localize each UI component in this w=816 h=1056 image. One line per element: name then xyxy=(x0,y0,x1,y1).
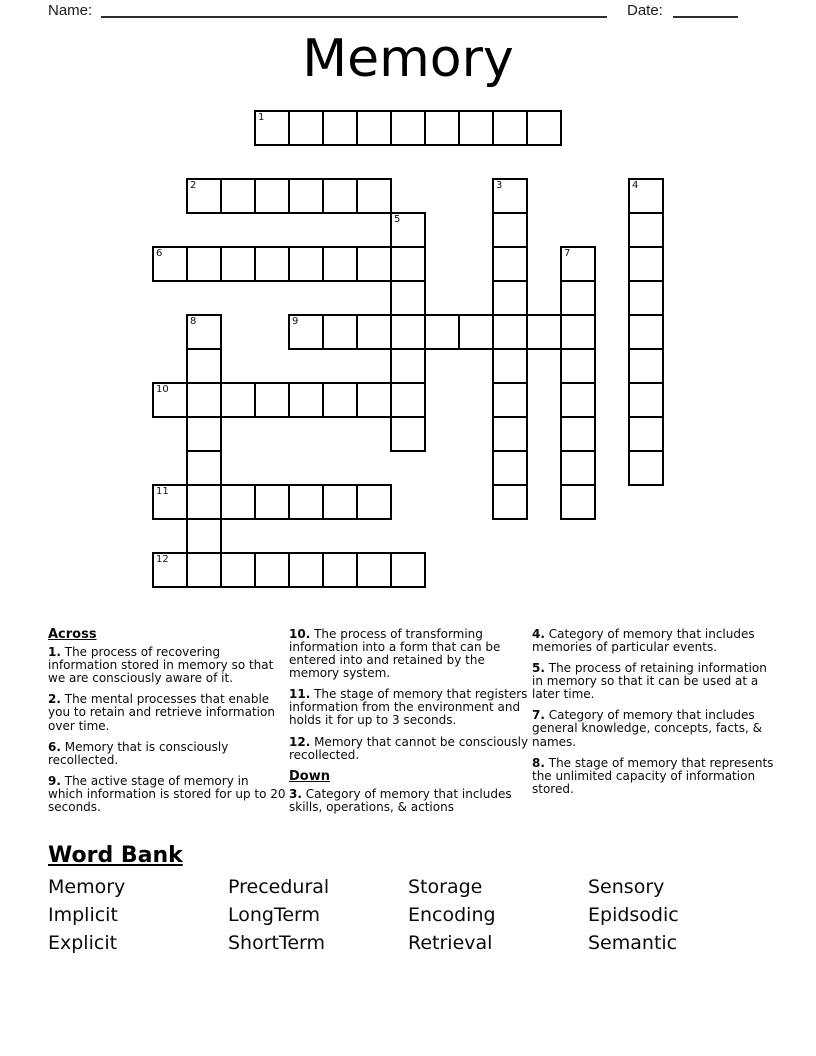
clue-number: 2. xyxy=(48,692,61,707)
grid-cell[interactable] xyxy=(492,246,528,282)
grid-cell-number: 9 xyxy=(292,316,299,327)
grid-cell[interactable] xyxy=(186,178,222,214)
grid-cell[interactable] xyxy=(628,416,664,452)
grid-cell[interactable] xyxy=(458,314,494,350)
grid-cell[interactable] xyxy=(390,246,426,282)
grid-cell[interactable] xyxy=(560,246,596,282)
grid-cell-number: 5 xyxy=(394,214,401,225)
grid-cell[interactable] xyxy=(356,314,392,350)
clue-4: 4. Category of memory that includes memories of particular events. xyxy=(532,627,755,655)
grid-cell[interactable] xyxy=(458,110,494,146)
grid-cell[interactable] xyxy=(186,348,222,384)
clue-9: 9. The active stage of memory in which information is stored for up to 20 seconds. xyxy=(48,773,286,814)
word-bank-word: ShortTerm xyxy=(228,932,326,954)
grid-cell[interactable] xyxy=(220,484,256,520)
clue-number: 6. xyxy=(48,739,61,754)
grid-cell[interactable] xyxy=(288,178,324,214)
grid-cell[interactable] xyxy=(186,382,222,418)
word-bank-word: Precedural xyxy=(228,876,330,898)
grid-cell[interactable] xyxy=(356,110,392,146)
grid-cell[interactable] xyxy=(220,552,256,588)
across-heading: Across xyxy=(48,627,97,642)
grid-cell[interactable] xyxy=(288,484,324,520)
grid-cell-number: 4 xyxy=(632,180,639,191)
grid-cell-number: 8 xyxy=(190,316,197,327)
grid-cell[interactable] xyxy=(526,314,562,350)
grid-cell[interactable] xyxy=(356,178,392,214)
clue-12: 12. Memory that cannot be consciously recollected. xyxy=(289,734,529,762)
grid-cell[interactable] xyxy=(560,450,596,486)
grid-cell[interactable] xyxy=(288,552,324,588)
grid-cell[interactable] xyxy=(152,484,188,520)
grid-cell[interactable] xyxy=(424,110,460,146)
grid-cell[interactable] xyxy=(560,484,596,520)
grid-cell-number: 6 xyxy=(156,248,163,259)
grid-cell[interactable] xyxy=(492,348,528,384)
grid-cell[interactable] xyxy=(492,416,528,452)
grid-cell[interactable] xyxy=(254,484,290,520)
word-bank-heading: Word Bank xyxy=(48,843,183,868)
grid-cell[interactable] xyxy=(560,348,596,384)
word-bank-word: Encoding xyxy=(408,904,496,926)
name-input-line[interactable] xyxy=(101,1,607,18)
clue-11: 11. The stage of memory that registers information from the environment and holds it for up to 3 seconds. xyxy=(289,687,528,728)
name-label: Name: xyxy=(48,2,93,19)
grid-cell[interactable] xyxy=(288,314,324,350)
word-bank-word: Semantic xyxy=(588,932,678,954)
word-bank-word: Epidsodic xyxy=(588,904,679,926)
grid-cell[interactable] xyxy=(390,348,426,384)
grid-cell[interactable] xyxy=(526,110,562,146)
grid-cell-number: 3 xyxy=(496,180,503,191)
grid-cell[interactable] xyxy=(492,178,528,214)
grid-cell[interactable] xyxy=(492,450,528,486)
grid-cell-number: 12 xyxy=(156,554,169,565)
clue-3: 3. Category of memory that includes skills, operations, & actions xyxy=(289,786,512,814)
clue-10: 10. The process of transforming information into a form that can be entered into and retained by the memory system. xyxy=(289,627,501,681)
grid-cell[interactable] xyxy=(628,348,664,384)
grid-cell[interactable] xyxy=(628,212,664,248)
grid-cell[interactable] xyxy=(254,178,290,214)
clue-number: 12. xyxy=(289,734,311,749)
down-heading: Down xyxy=(289,768,330,784)
grid-cell[interactable] xyxy=(288,110,324,146)
grid-cell[interactable] xyxy=(628,450,664,486)
clue-number: 10. xyxy=(289,627,311,641)
grid-cell[interactable] xyxy=(390,280,426,316)
clues-column-across xyxy=(48,628,286,822)
clue-number: 5. xyxy=(532,661,545,676)
grid-cell[interactable] xyxy=(288,382,324,418)
grid-cell[interactable] xyxy=(628,280,664,316)
grid-cell[interactable] xyxy=(152,382,188,418)
grid-cell[interactable] xyxy=(560,382,596,418)
grid-cell[interactable] xyxy=(628,178,664,214)
grid-cell[interactable] xyxy=(322,552,358,588)
grid-cell[interactable] xyxy=(560,280,596,316)
grid-cell[interactable] xyxy=(152,552,188,588)
grid-cell[interactable] xyxy=(254,382,290,418)
grid-cell[interactable] xyxy=(390,212,426,248)
word-bank-word: Explicit xyxy=(48,932,118,954)
grid-cell[interactable] xyxy=(186,246,222,282)
grid-cell[interactable] xyxy=(390,416,426,452)
clue-8: 8. The stage of memory that represents the unlimited capacity of information stored. xyxy=(532,755,774,796)
word-bank-word: Storage xyxy=(408,876,483,898)
grid-cell[interactable] xyxy=(492,484,528,520)
grid-cell[interactable] xyxy=(424,314,460,350)
clue-1: 1. The process of recovering information stored in memory so that we are consciously aware of it. xyxy=(48,645,274,686)
clue-number: 3. xyxy=(289,786,302,801)
grid-cell[interactable] xyxy=(560,314,596,350)
clues-column-down xyxy=(532,628,774,804)
grid-cell[interactable] xyxy=(390,110,426,146)
grid-cell[interactable] xyxy=(356,484,392,520)
grid-cell[interactable] xyxy=(628,246,664,282)
clue-number: 1. xyxy=(48,645,61,660)
grid-cell[interactable] xyxy=(390,314,426,350)
page-title: Memory xyxy=(302,29,514,89)
grid-cell[interactable] xyxy=(220,178,256,214)
grid-cell[interactable] xyxy=(186,552,222,588)
clue-2: 2. The mental processes that enable you to retain and retrieve information over time. xyxy=(48,692,275,733)
grid-cell[interactable] xyxy=(492,280,528,316)
grid-cell[interactable] xyxy=(220,246,256,282)
grid-cell[interactable] xyxy=(254,246,290,282)
date-label: Date: xyxy=(627,2,663,19)
grid-cell[interactable] xyxy=(186,518,222,554)
grid-cell[interactable] xyxy=(186,314,222,350)
grid-cell[interactable] xyxy=(186,450,222,486)
word-bank-list xyxy=(48,876,768,960)
grid-cell-number: 2 xyxy=(190,180,197,191)
grid-cell[interactable] xyxy=(322,314,358,350)
grid-cell-number: 7 xyxy=(564,248,571,259)
grid-cell[interactable] xyxy=(186,484,222,520)
word-bank-word: Sensory xyxy=(588,876,665,898)
clue-7: 7. Category of memory that includes general knowledge, concepts, facts, & names. xyxy=(532,708,762,749)
word-bank-word: Memory xyxy=(48,876,126,898)
grid-cell[interactable] xyxy=(322,110,358,146)
date-input-line[interactable] xyxy=(673,1,738,18)
grid-cell[interactable] xyxy=(390,382,426,418)
grid-cell[interactable] xyxy=(628,314,664,350)
clue-number: 8. xyxy=(532,755,545,770)
grid-cell[interactable] xyxy=(220,382,256,418)
grid-cell[interactable] xyxy=(356,552,392,588)
grid-cell[interactable] xyxy=(356,246,392,282)
grid-cell[interactable] xyxy=(152,246,188,282)
word-bank-word: Retrieval xyxy=(408,932,493,954)
grid-cell[interactable] xyxy=(356,382,392,418)
grid-cell[interactable] xyxy=(390,552,426,588)
grid-cell[interactable] xyxy=(322,246,358,282)
grid-cell[interactable] xyxy=(322,484,358,520)
grid-cell[interactable] xyxy=(492,212,528,248)
grid-cell[interactable] xyxy=(254,110,290,146)
grid-cell[interactable] xyxy=(254,552,290,588)
grid-cell[interactable] xyxy=(628,382,664,418)
clues-column-middle xyxy=(289,628,533,822)
grid-cell-number: 1 xyxy=(258,112,265,123)
grid-cell-number: 10 xyxy=(156,384,169,395)
clue-number: 9. xyxy=(48,773,61,788)
clue-number: 7. xyxy=(532,708,545,723)
word-bank-word: LongTerm xyxy=(228,904,321,926)
grid-cell[interactable] xyxy=(186,416,222,452)
grid-cell[interactable] xyxy=(288,246,324,282)
grid-cell-number: 11 xyxy=(156,486,169,497)
clue-5: 5. The process of retaining information in memory so that it can be used at a later time. xyxy=(532,661,767,702)
grid-cell[interactable] xyxy=(492,382,528,418)
grid-cell[interactable] xyxy=(492,314,528,350)
clue-6: 6. Memory that is consciously recollected. xyxy=(48,739,229,767)
grid-cell[interactable] xyxy=(322,178,358,214)
grid-cell[interactable] xyxy=(322,382,358,418)
crossword-grid xyxy=(152,110,664,588)
clue-number: 4. xyxy=(532,627,545,641)
clue-number: 11. xyxy=(289,687,311,702)
word-bank-word: Implicit xyxy=(48,904,118,926)
grid-cell[interactable] xyxy=(492,110,528,146)
grid-cell[interactable] xyxy=(560,416,596,452)
